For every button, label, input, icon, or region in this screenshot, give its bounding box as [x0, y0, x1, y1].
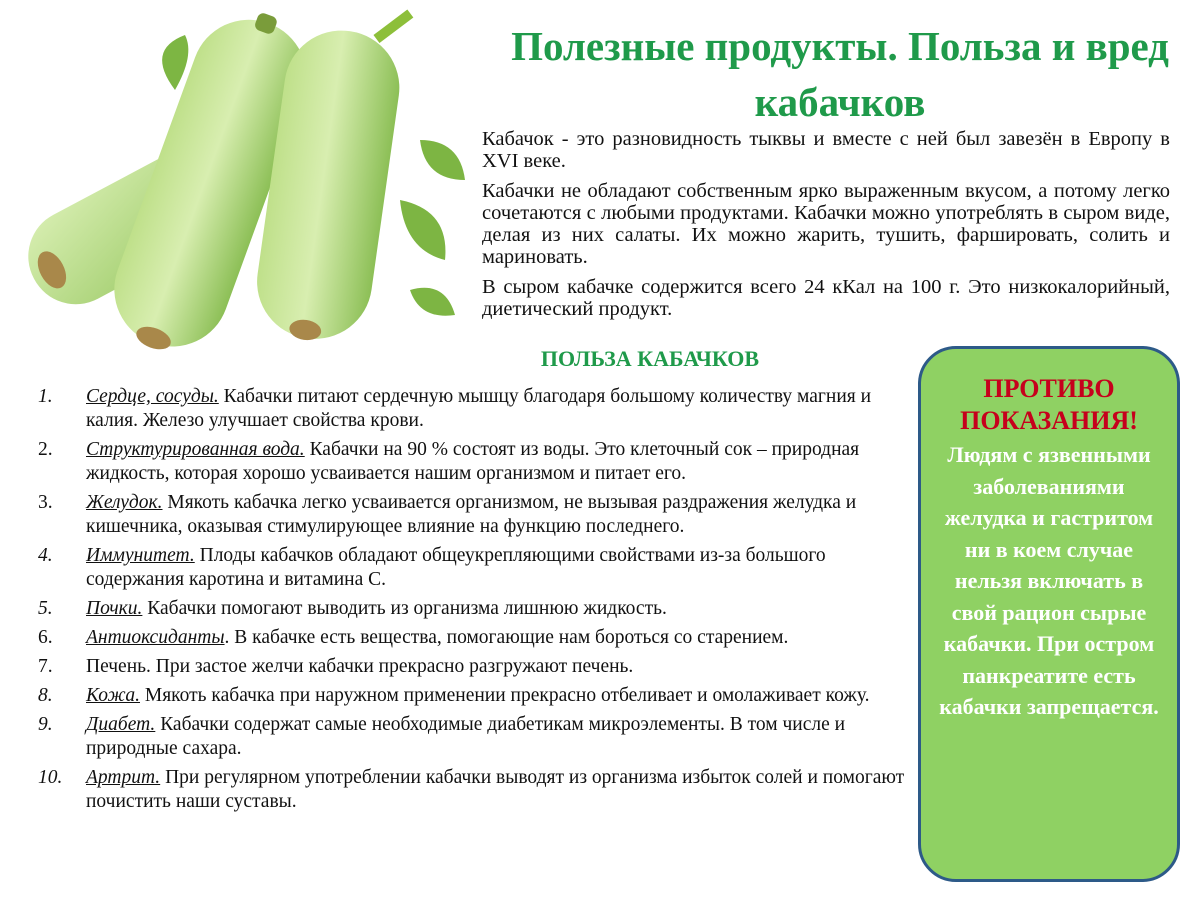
benefit-term: Сердце, сосуды.	[86, 386, 219, 407]
benefit-item	[38, 597, 918, 621]
benefit-number: 4.	[38, 545, 53, 566]
benefit-text: Мякоть кабачка при наружном применении прекрасно отбеливает и омолаживает кожу.	[144, 685, 870, 706]
benefit-item	[38, 684, 918, 708]
page-title: Полезные продукты. Польза и вред кабачков	[511, 23, 1169, 125]
benefit-text: . В кабачке есть вещества, помогающие нам бороться со старением.	[224, 627, 789, 648]
benefit-text: Кабачки питают сердечную мышцу благодаря большому количеству магния и калия. Железо улучшает свойства крови.	[86, 386, 872, 431]
benefit-text: Печень. При застое желчи кабачки прекрасно разгружают печень.	[86, 656, 634, 677]
benefit-term: Диабет.	[86, 714, 156, 735]
benefit-term: Антиоксиданты	[86, 627, 225, 648]
benefit-text: Мякоть кабачка легко усваивается организмом, не вызывая раздражения желудка и кишечника, оказывая стимулирующее влияние на функцию последнего.	[86, 492, 857, 537]
benefit-term: Желудок.	[86, 492, 163, 513]
benefit-number: 3.	[38, 492, 53, 513]
benefit-number: 7.	[38, 656, 53, 677]
intro-paragraph: Кабачки не обладают собственным ярко выраженным вкусом, а потому легко сочетаются с любыми продуктами. Кабачки можно употреблять в сыром виде, делая из них салаты. Их можно жарить, тушить, фаршировать, солить и мариновать.	[482, 180, 1170, 268]
benefit-number: 1.	[38, 386, 53, 407]
benefit-item	[38, 544, 918, 592]
benefits-title: ПОЛЬЗА КАБАЧКОВ	[540, 346, 760, 371]
benefit-item	[38, 385, 918, 433]
benefits-list	[38, 385, 918, 819]
benefit-number: 10.	[38, 767, 63, 788]
benefit-item	[38, 655, 918, 679]
benefit-term: Структурированная вода.	[86, 439, 305, 460]
benefit-number: 5.	[38, 598, 53, 619]
benefit-item	[38, 766, 918, 814]
benefit-term: Иммунитет.	[86, 545, 195, 566]
benefit-item	[38, 713, 918, 761]
contraindications-box	[918, 346, 1180, 882]
intro-paragraph: В сыром кабачке содержится всего 24 кКал на 100 г. Это низкокалорийный, диетический продукт.	[482, 276, 1170, 320]
benefit-term: Почки.	[86, 598, 143, 619]
benefit-item	[38, 438, 918, 486]
benefit-item	[38, 626, 918, 650]
zucchini-illustration	[0, 0, 480, 380]
benefit-text: Кабачки на 90 % состоят из воды. Это клеточный сок – природная жидкость, которая хорошо усваивается нашим организмом и питает его.	[86, 439, 860, 484]
benefit-number: 2.	[38, 439, 53, 460]
benefit-number: 8.	[38, 685, 53, 706]
benefit-term: Артрит.	[86, 767, 161, 788]
contraindications-title: ПРОТИВО ПОКАЗАНИЯ!	[960, 374, 1138, 435]
contraindications-text: Людям с язвенными заболеваниями желудка и гастритом ни в коем случае нельзя включать в свой рацион сырые кабачки. При остром панкреатите есть кабачки запрещается.	[939, 442, 1159, 719]
benefit-text: Кабачки содержат самые необходимые диабетикам микроэлементы. В том числе и природные сахара.	[86, 714, 846, 759]
benefit-text: Плоды кабачков обладают общеукрепляющими свойствами из-за большого содержания каротина и витамина С.	[86, 545, 826, 590]
intro-section	[482, 128, 1170, 328]
benefit-number: 9.	[38, 714, 53, 735]
intro-paragraph: Кабачок - это разновидность тыквы и вместе с ней был завезён в Европу в XVI веке.	[482, 128, 1170, 172]
benefit-item	[38, 491, 918, 539]
benefit-number: 6.	[38, 627, 53, 648]
benefit-term: Кожа.	[86, 685, 140, 706]
benefit-text: Кабачки помогают выводить из организма лишнюю жидкость.	[147, 598, 667, 619]
benefit-text: При регулярном употреблении кабачки выводят из организма избыток солей и помогают почистить наши суставы.	[86, 767, 905, 812]
